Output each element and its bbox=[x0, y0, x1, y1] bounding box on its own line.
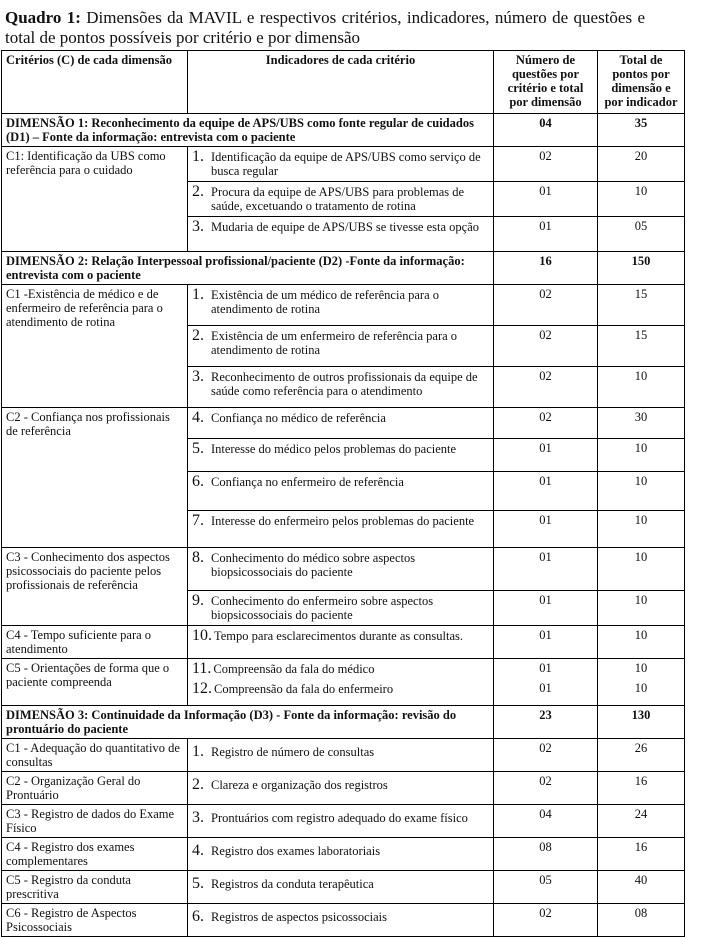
questoes-cell: 02 bbox=[494, 904, 598, 937]
questoes-cell: 02 bbox=[494, 285, 598, 326]
indicator-number: 7. bbox=[192, 512, 204, 529]
table-row bbox=[2, 548, 685, 591]
indicator-number: 3. bbox=[192, 368, 204, 385]
questoes-cell: 01 bbox=[494, 548, 598, 591]
pontos-cell: 15 bbox=[598, 326, 685, 367]
table-row bbox=[2, 626, 685, 659]
dimension-2-title: DIMENSÃO 2: Relação Interpessoal profissional/paciente (D2) -Fonte da informação: entrevista com o paciente bbox=[2, 252, 494, 285]
questoes-cell: 01 bbox=[494, 591, 598, 626]
dimension-3-title: DIMENSÃO 3: Continuidade da Informação (D3) - Fonte da informação: revisão do prontuário do paciente bbox=[2, 706, 494, 739]
table-row bbox=[2, 659, 685, 680]
indicator-number: 2. bbox=[192, 776, 204, 793]
pontos-cell: 20 bbox=[598, 147, 685, 182]
indicator-number: 12. bbox=[192, 680, 212, 697]
pontos-cell: 10 bbox=[598, 679, 685, 706]
caption-label: Quadro 1: bbox=[5, 8, 81, 27]
indicator-number: 9. bbox=[192, 592, 204, 609]
dimension-3-row bbox=[2, 706, 685, 739]
table-row bbox=[2, 805, 685, 838]
pontos-cell: 05 bbox=[598, 217, 685, 252]
table-row bbox=[2, 739, 685, 772]
dimension-2-row bbox=[2, 252, 685, 285]
indicator-text: Conhecimento do médico sobre aspectos biopsicossociais do paciente bbox=[211, 551, 416, 579]
indicator-text: Reconhecimento de outros profissionais da equipe de saúde como referência para o atendimento bbox=[211, 370, 478, 398]
questoes-cell: 02 bbox=[494, 739, 598, 772]
caption-text: Dimensões da MAVIL e respectivos critérios, indicadores, número de questões e total de pontos possíveis por critério e por dimensão bbox=[5, 8, 645, 47]
indicator-text: Registros da conduta terapêutica bbox=[211, 877, 374, 891]
indicator-number: 10. bbox=[192, 627, 212, 644]
table-row bbox=[2, 838, 685, 871]
indicator-number: 11. bbox=[192, 660, 212, 677]
pontos-cell: 10 bbox=[598, 591, 685, 626]
questoes-cell: 01 bbox=[494, 659, 598, 680]
dimension-3-questoes: 23 bbox=[494, 706, 598, 739]
indicator-text: Clareza e organização dos registros bbox=[211, 778, 388, 792]
questoes-cell: 01 bbox=[494, 217, 598, 252]
header-row bbox=[2, 51, 685, 114]
d3-criterion: C5 - Registro da conduta prescritiva bbox=[2, 871, 188, 904]
questoes-cell: 02 bbox=[494, 147, 598, 182]
indicator-number: 4. bbox=[192, 842, 204, 859]
pontos-cell: 10 bbox=[598, 367, 685, 408]
pontos-cell: 15 bbox=[598, 285, 685, 326]
table-row bbox=[2, 147, 685, 182]
pontos-cell: 08 bbox=[598, 904, 685, 937]
d3-criterion: C6 - Registro de Aspectos Psicossociais bbox=[2, 904, 188, 937]
d3-criterion: C1 - Adequação do quantitativo de consultas bbox=[2, 739, 188, 772]
table-row bbox=[2, 285, 685, 326]
pontos-cell: 24 bbox=[598, 805, 685, 838]
indicator-number: 1. bbox=[192, 743, 204, 760]
dimension-3-pontos: 130 bbox=[598, 706, 685, 739]
header-pontos: Total de pontos por dimensão e por indicador bbox=[598, 51, 685, 114]
dimension-2-questoes: 16 bbox=[494, 252, 598, 285]
dimension-1-title: DIMENSÃO 1: Reconhecimento da equipe de APS/UBS como fonte regular de cuidados (D1) – Fonte da informação: entrevista com o paciente bbox=[2, 114, 494, 147]
pontos-cell: 10 bbox=[598, 439, 685, 472]
d1-criterion-c1: C1: Identificação da UBS como referência para o cuidado bbox=[2, 147, 188, 252]
indicator-text: Confiança no médico de referência bbox=[211, 411, 386, 425]
indicator-text: Compreensão da fala do médico bbox=[213, 662, 375, 676]
questoes-cell: 01 bbox=[494, 182, 598, 217]
indicator-number: 2. bbox=[192, 183, 204, 200]
dimension-1-questoes: 04 bbox=[494, 114, 598, 147]
d2-criterion-c4: C4 - Tempo suficiente para o atendimento bbox=[2, 626, 188, 659]
indicator-text: Interesse do médico pelos problemas do paciente bbox=[211, 442, 457, 456]
indicator-number: 4. bbox=[192, 409, 204, 426]
pontos-cell: 26 bbox=[598, 739, 685, 772]
indicator-text: Conhecimento do enfermeiro sobre aspectos biopsicossociais do paciente bbox=[211, 594, 434, 622]
dimension-1-pontos: 35 bbox=[598, 114, 685, 147]
indicator-number: 6. bbox=[192, 908, 204, 925]
indicator-text: Procura da equipe de APS/UBS para problemas de saúde, excetuando o tratamento de rotina bbox=[211, 185, 465, 213]
indicator-number: 6. bbox=[192, 473, 204, 490]
indicator-number: 3. bbox=[192, 218, 204, 235]
pontos-cell: 16 bbox=[598, 838, 685, 871]
questoes-cell: 08 bbox=[494, 838, 598, 871]
indicator-number: 2. bbox=[192, 327, 204, 344]
pontos-cell: 10 bbox=[598, 548, 685, 591]
questoes-cell: 01 bbox=[494, 439, 598, 472]
indicator-number: 5. bbox=[192, 440, 204, 457]
indicator-number: 3. bbox=[192, 809, 204, 826]
table-row bbox=[2, 772, 685, 805]
table-row bbox=[2, 904, 685, 937]
d3-criterion: C3 - Registro de dados do Exame Físico bbox=[2, 805, 188, 838]
dimension-2-pontos: 150 bbox=[598, 252, 685, 285]
indicator-text: Existência de um enfermeiro de referência para o atendimento de rotina bbox=[211, 329, 458, 357]
d3-criterion: C2 - Organização Geral do Prontuário bbox=[2, 772, 188, 805]
questoes-cell: 04 bbox=[494, 805, 598, 838]
questoes-cell: 01 bbox=[494, 626, 598, 659]
indicator-text: Existência de um médico de referência para o atendimento de rotina bbox=[211, 288, 440, 316]
pontos-cell: 40 bbox=[598, 871, 685, 904]
questoes-cell: 01 bbox=[494, 472, 598, 511]
pontos-cell: 10 bbox=[598, 472, 685, 511]
d2-criterion-c5: C5 - Orientações de forma que o paciente compreenda bbox=[2, 659, 188, 706]
indicator-number: 8. bbox=[192, 549, 204, 566]
questoes-cell: 02 bbox=[494, 326, 598, 367]
dimension-1-row bbox=[2, 114, 685, 147]
pontos-cell: 10 bbox=[598, 626, 685, 659]
header-questoes: Número de questões por critério e total por dimensão bbox=[494, 51, 598, 114]
questoes-cell: 02 bbox=[494, 367, 598, 408]
indicator-text: Prontuários com registro adequado do exame físico bbox=[211, 811, 468, 825]
d2-criterion-c1: C1 -Existência de médico e de enfermeiro de referência para o atendimento de rotina bbox=[2, 285, 188, 408]
mavil-table bbox=[1, 50, 685, 937]
indicator-text: Identificação da equipe de APS/UBS como serviço de busca regular bbox=[211, 150, 481, 178]
questoes-cell: 02 bbox=[494, 408, 598, 439]
pontos-cell: 16 bbox=[598, 772, 685, 805]
indicator-text: Tempo para esclarecimentos durante as consultas. bbox=[214, 629, 464, 643]
pontos-cell: 30 bbox=[598, 408, 685, 439]
pontos-cell: 10 bbox=[598, 182, 685, 217]
d2-criterion-c2: C2 - Confiança nos profissionais de referência bbox=[2, 408, 188, 548]
questoes-cell: 01 bbox=[494, 679, 598, 706]
pontos-cell: 10 bbox=[598, 659, 685, 680]
indicator-number: 5. bbox=[192, 875, 204, 892]
indicator-text: Compreensão da fala do enfermeiro bbox=[214, 682, 394, 696]
pontos-cell: 10 bbox=[598, 511, 685, 548]
questoes-cell: 05 bbox=[494, 871, 598, 904]
questoes-cell: 01 bbox=[494, 511, 598, 548]
table-row bbox=[2, 871, 685, 904]
header-indicadores: Indicadores de cada critério bbox=[188, 51, 494, 114]
indicator-number: 1. bbox=[192, 148, 204, 165]
table-caption bbox=[5, 8, 645, 48]
table-row bbox=[2, 408, 685, 439]
d3-criterion: C4 - Registro dos exames complementares bbox=[2, 838, 188, 871]
indicator-text: Registro dos exames laboratoriais bbox=[211, 844, 381, 858]
indicator-text: Mudaria de equipe de APS/UBS se tivesse esta opção bbox=[211, 220, 480, 234]
indicator-text: Confiança no enfermeiro de referência bbox=[211, 475, 404, 489]
indicator-text: Registros de aspectos psicossociais bbox=[211, 910, 388, 924]
indicator-text: Registro de número de consultas bbox=[211, 745, 375, 759]
header-criterios: Critérios (C) de cada dimensão bbox=[2, 51, 188, 114]
d2-criterion-c3: C3 - Conhecimento dos aspectos psicossociais do paciente pelos profissionais de referência bbox=[2, 548, 188, 626]
indicator-number: 1. bbox=[192, 286, 204, 303]
indicator-text: Interesse do enfermeiro pelos problemas do paciente bbox=[211, 514, 475, 528]
questoes-cell: 02 bbox=[494, 772, 598, 805]
